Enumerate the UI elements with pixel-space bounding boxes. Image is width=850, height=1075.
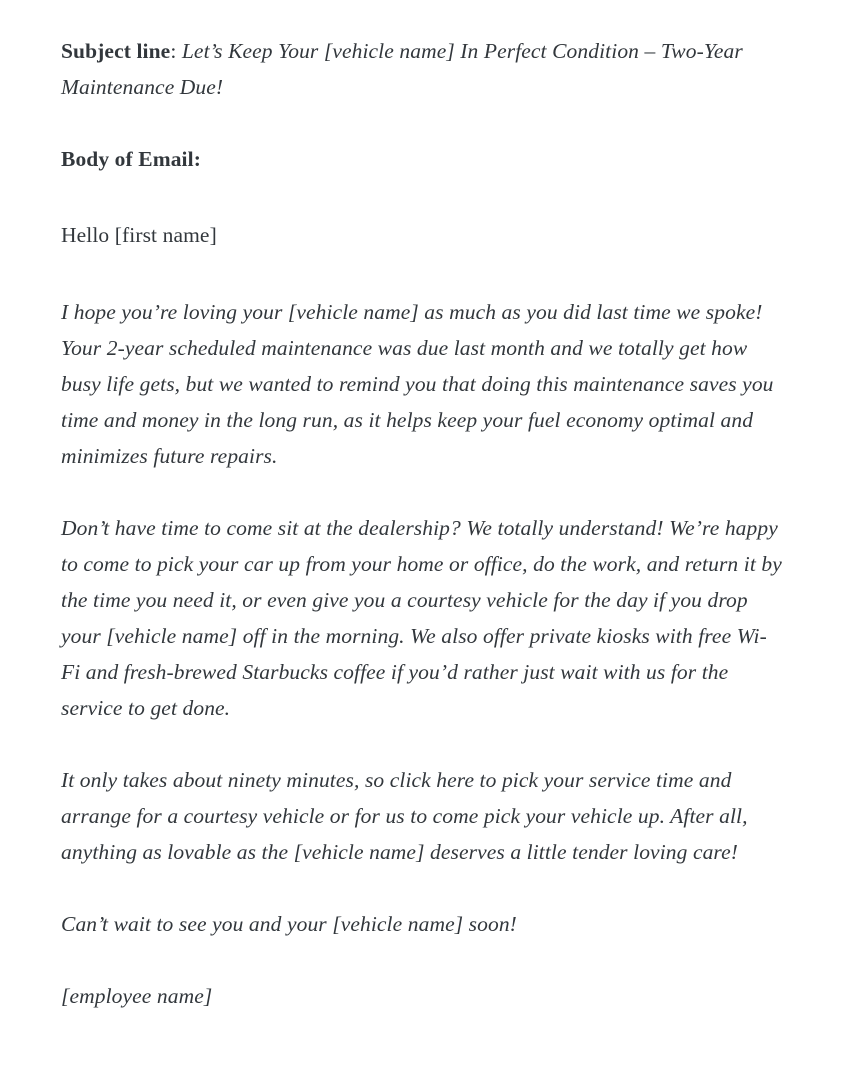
greeting-line: Hello [first name] xyxy=(61,223,217,247)
spacer-after-paragraph-3 xyxy=(61,892,785,906)
closing-line: Can’t wait to see you and your [vehicle name] soon! xyxy=(61,912,517,936)
subject-line xyxy=(61,33,785,105)
subject-line-separator: : xyxy=(170,39,182,63)
spacer-after-paragraph-2 xyxy=(61,748,785,762)
spacer-after-subject xyxy=(61,127,785,141)
spacer-after-closing xyxy=(61,964,785,978)
body-paragraph-1: I hope you’re loving your [vehicle name] as much as you did last time we spoke! Your 2-year scheduled maintenance was due last month and we totally get how busy life gets, but we wanted to remind you that doing this maintenance saves you time and money in the long run, as it helps keep your fuel economy optimal and minimizes future repairs. xyxy=(61,300,774,468)
spacer-after-paragraph-1 xyxy=(61,496,785,510)
body-paragraph-3: It only takes about ninety minutes, so click here to pick your service time and arrange for a courtesy vehicle or for us to come pick your vehicle up. After all, anything as lovable as the [vehicle name] deserves a little tender loving care! xyxy=(61,768,748,864)
signature-line: [employee name] xyxy=(61,984,213,1008)
body-paragraph-2: Don’t have time to come sit at the dealership? We totally understand! We’re happy to come to pick your car up from your home or office, do the work, and return it by the time you need it, or even give you a courtesy vehicle for the day if you drop your [vehicle name] off in the morning. We also offer private kiosks with free Wi-Fi and fresh-brewed Starbucks coffee if you’d rather just wait with us for the service to get done. xyxy=(61,516,782,720)
subject-line-label: Subject line xyxy=(61,39,171,63)
subject-line-value: Let’s Keep Your [vehicle name] In Perfect Condition – Two-Year Maintenance Due! xyxy=(61,39,743,99)
body-of-email-heading: Body of Email: xyxy=(61,147,201,171)
spacer-after-greeting xyxy=(61,275,785,294)
spacer-after-heading xyxy=(61,199,785,217)
